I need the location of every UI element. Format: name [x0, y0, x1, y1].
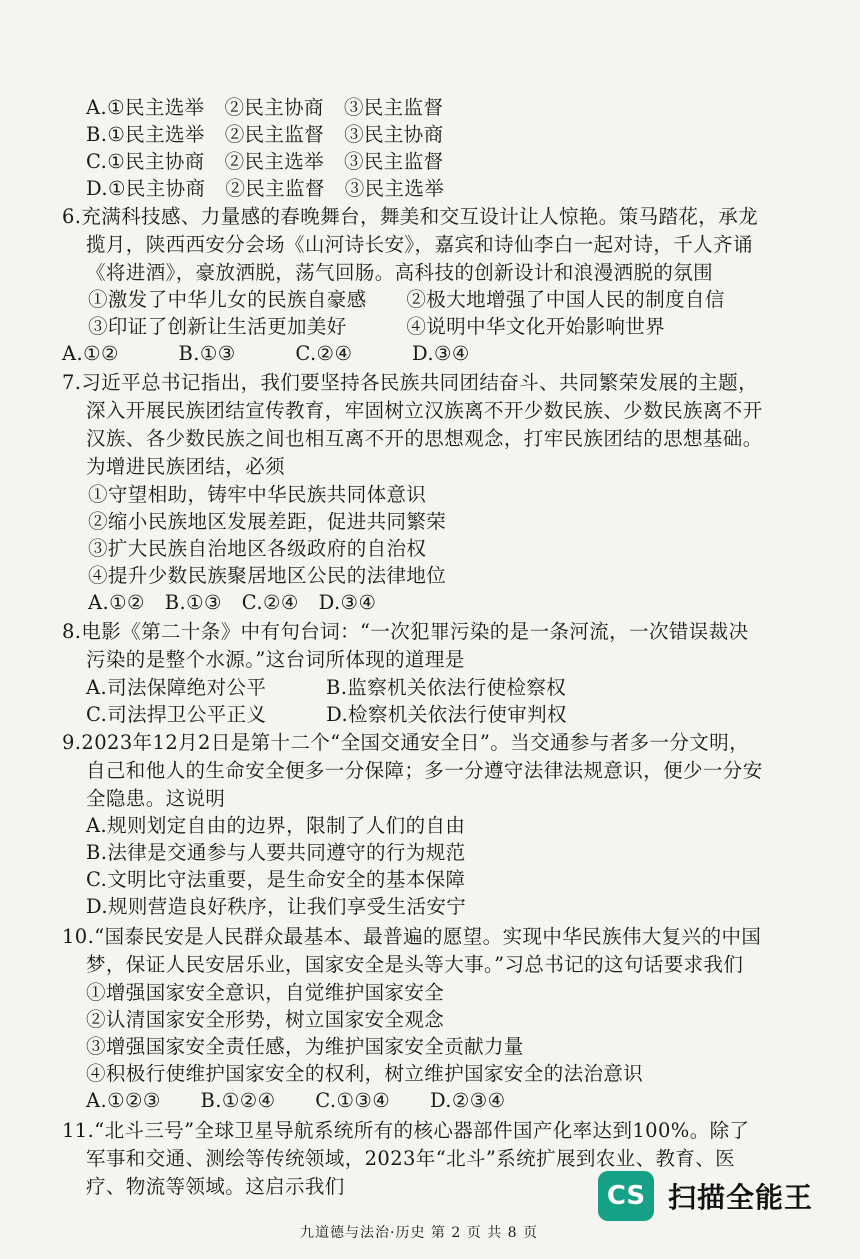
text-line: A.①②③ B.①②④ C.①③④ D.②③④: [86, 1089, 506, 1112]
text-line: 10.“国泰民安是人民群众最基本、最普遍的愿望。实现中华民族伟大复兴的中国: [62, 925, 762, 948]
text-line: A.规则划定自由的边界，限制了人们的自由: [86, 814, 466, 837]
text-line: C.①民主协商 ②民主选举 ③民主监督: [86, 150, 444, 173]
text-line: ②缩小民族地区发展差距，促进共同繁荣: [88, 510, 447, 533]
text-line: 自己和他人的生命安全便多一分保障；多一分遵守法律法规意识，便少一分安: [86, 759, 763, 782]
text-line: 军事和交通、测绘等传统领域，2023年“北斗”系统扩展到农业、教育、医: [86, 1147, 736, 1170]
watermark-text: 扫描全能王: [668, 1181, 814, 1214]
text-line: 11.“北斗三号”全球卫星导航系统所有的核心器部件国产化率达到100%。除了: [62, 1119, 750, 1142]
text-line: ②认清国家安全形势，树立国家安全观念: [86, 1008, 445, 1031]
camscanner-logo-icon: CS: [598, 1171, 654, 1221]
text-line: 《将进酒》，豪放洒脱，荡气回肠。高科技的创新设计和浪漫洒脱的氛围: [86, 261, 714, 284]
text-line: B.①民主选举 ②民主监督 ③民主协商: [86, 123, 444, 146]
scanner-watermark: [598, 1163, 838, 1229]
text-line: D.规则营造良好秩序，让我们享受生活安宁: [86, 895, 467, 918]
text-line: A.①② B.①③ C.②④ D.③④: [62, 342, 470, 365]
text-line: 8.电影《第二十条》中有句台词：“一次犯罪污染的是一条河流，一次错误裁决: [62, 620, 749, 643]
text-line: ①守望相助，铸牢中华民族共同体意识: [88, 483, 427, 506]
text-line: C.司法捍卫公平正义 D.检察机关依法行使审判权: [86, 703, 567, 726]
text-line: 汉族、各少数民族之间也相互离不开的思想观念，打牢民族团结的思想基础。: [86, 427, 763, 450]
text-line: 7.习近平总书记指出，我们要坚持各民族共同团结奋斗、共同繁荣发展的主题，: [62, 371, 759, 394]
text-line: ③印证了创新让生活更加美好 ④说明中华文化开始影响世界: [88, 315, 666, 338]
text-line: 6.充满科技感、力量感的春晚舞台，舞美和交互设计让人惊艳。策马踏花，承龙: [62, 205, 759, 228]
page-footer: 九道德与法治·历史 第 2 页 共 8 页: [300, 1225, 538, 1241]
text-line: ④积极行使维护国家安全的权利，树立维护国家安全的法治意识: [86, 1062, 644, 1085]
text-line: D.①民主协商 ②民主监督 ③民主选举: [86, 177, 445, 200]
text-line: ③扩大民族自治地区各级政府的自治权: [88, 537, 427, 560]
text-line: B.法律是交通参与人要共同遵守的行为规范: [86, 841, 466, 864]
text-line: 深入开展民族团结宣传教育，牢固树立汉族离不开少数民族、少数民族离不开: [86, 399, 763, 422]
text-line: A.司法保障绝对公平 B.监察机关依法行使检察权: [86, 676, 567, 699]
text-line: 疗、物流等领域。这启示我们: [86, 1175, 345, 1198]
text-line: 9.2023年12月2日是第十二个“全国交通安全日”。当交通参与者多一分文明，: [62, 731, 749, 754]
text-line: 梦，保证人民安居乐业，国家安全是头等大事。”习总书记的这句话要求我们: [86, 953, 744, 976]
text-line: ①增强国家安全意识，自觉维护国家安全: [86, 981, 445, 1004]
text-line: C.文明比守法重要，是生命安全的基本保障: [86, 868, 466, 891]
text-line: 全隐患。这说明: [86, 787, 226, 810]
text-line: ④提升少数民族聚居地区公民的法律地位: [88, 564, 447, 587]
text-line: 污染的是整个水源。”这台词所体现的道理是: [86, 648, 465, 671]
text-line: ③增强国家安全责任感，为维护国家安全贡献力量: [86, 1035, 524, 1058]
text-line: A.①② B.①③ C.②④ D.③④: [88, 591, 377, 614]
text-line: 为增进民族团结，必须: [86, 455, 286, 478]
text-line: ①激发了中华儿女的民族自豪感 ②极大地增强了中国人民的制度自信: [88, 288, 725, 311]
text-line: 揽月，陕西西安分会场《山河诗长安》，嘉宾和诗仙李白一起对诗，千人齐诵: [86, 233, 753, 256]
text-line: A.①民主选举 ②民主协商 ③民主监督: [86, 96, 444, 119]
